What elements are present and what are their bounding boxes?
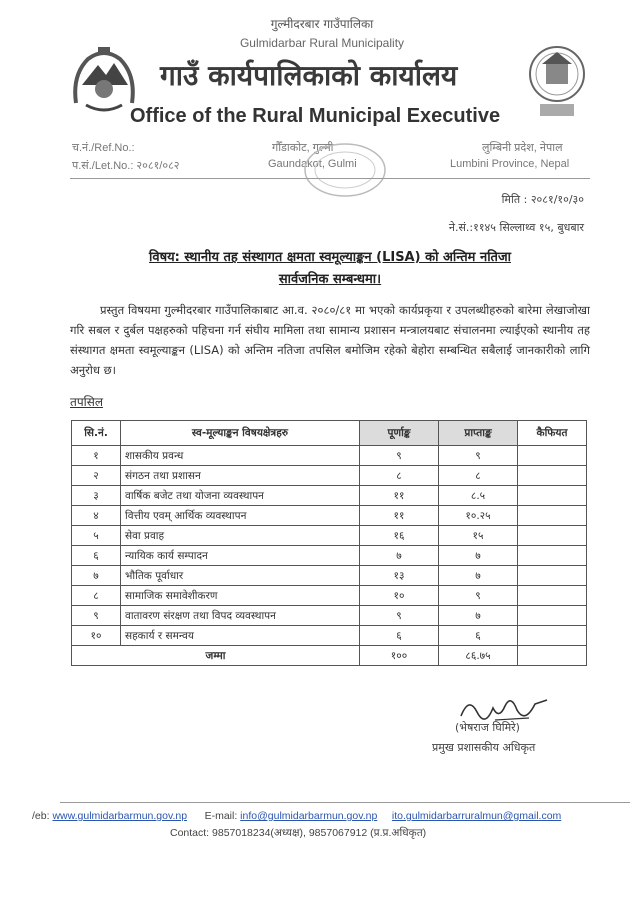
nepal-sambat-date: ने.सं.:११४५ सिल्लाथ्व १५, बुधबार (448, 221, 584, 234)
email-link-info[interactable]: info@gulmidarbarmun.gov.np (240, 810, 378, 822)
cell-full: १६ (360, 526, 439, 546)
cell-serial: २ (72, 466, 121, 486)
cell-remark (518, 446, 587, 466)
total-label: जम्मा (72, 646, 360, 666)
header-full-marks: पूर्णाङ्क (360, 421, 439, 446)
cell-full: ६ (360, 626, 439, 646)
header-divider (70, 178, 590, 179)
letter-number: प.सं./Let.No.: २०८१/०८२ (72, 160, 180, 172)
contact-line: Contact: 9857018234(अध्यक्ष), 9857067912 (प्र.प्र.अधिकृत) (170, 827, 427, 839)
cell-full: ७ (360, 546, 439, 566)
cell-obtained: ७ (439, 606, 518, 626)
email-label: E-mail: (204, 810, 238, 822)
website-link[interactable]: www.gulmidarbarmun.gov.np (52, 810, 188, 822)
cell-remark (518, 566, 587, 586)
cell-remark (518, 606, 587, 626)
ref-number-label: च.नं./Ref.No.: (72, 142, 135, 154)
cell-remark (518, 546, 587, 566)
office-title-nepali: गाउँ कार्यपालिकाको कार्यालय (160, 59, 458, 92)
table-row (72, 446, 587, 466)
cell-serial: ५ (72, 526, 121, 546)
table-row (72, 466, 587, 486)
table-row (72, 586, 587, 606)
cell-area: भौतिक पूर्वाधार (121, 566, 360, 586)
cell-serial: ८ (72, 586, 121, 606)
cell-serial: ६ (72, 546, 121, 566)
table-row (72, 526, 587, 546)
address-english: Gaundakot, Gulmi (268, 158, 357, 170)
cell-full: ८ (360, 466, 439, 486)
cell-obtained: ८.५ (439, 486, 518, 506)
signer-title: प्रमुख प्रशासकीय अधिकृत (432, 741, 536, 754)
cell-area: वातावरण संरक्षण तथा विपद व्यवस्थापन (121, 606, 360, 626)
total-remark (518, 646, 587, 666)
subject-heading (70, 247, 590, 291)
cell-area: सहकार्य र समन्वय (121, 626, 360, 646)
cell-serial: ९ (72, 606, 121, 626)
table-row (72, 546, 587, 566)
cell-full: ९ (360, 446, 439, 466)
header-remarks: कैफियत (518, 421, 587, 446)
office-title-english: Office of the Rural Municipal Executive (130, 105, 501, 127)
cell-remark (518, 526, 587, 546)
header-obtained-marks: प्राप्ताङ्क (439, 421, 518, 446)
cell-serial: ४ (72, 506, 121, 526)
address-nepali: गौँडाकोट, गुल्मी (272, 142, 334, 154)
table-total-row (72, 646, 587, 666)
cell-area: वित्तीय एवम् आर्थिक व्यवस्थापन (121, 506, 360, 526)
province-english: Lumbini Province, Nepal (450, 158, 570, 170)
subject-line-1: विषय: स्थानीय तह संस्थागत क्षमता स्वमूल्याङ्कन (LISA) को अन्तिम नतिजा (149, 250, 511, 265)
cell-obtained: १५ (439, 526, 518, 546)
cell-remark (518, 626, 587, 646)
table-row (72, 486, 587, 506)
table-row (72, 606, 587, 626)
cell-full: ११ (360, 486, 439, 506)
cell-serial: ७ (72, 566, 121, 586)
header-area: स्व-मूल्याङ्कन विषयक्षेत्रहरु (121, 421, 360, 446)
cell-serial: ३ (72, 486, 121, 506)
cell-area: सामाजिक समावेशीकरण (121, 586, 360, 606)
cell-area: सेवा प्रवाह (121, 526, 360, 546)
header-serial: सि.नं. (72, 421, 121, 446)
cell-full: ९ (360, 606, 439, 626)
cell-full: १३ (360, 566, 439, 586)
body-paragraph: प्रस्तुत विषयमा गुल्मीदरबार गाउँपालिकाबाट आ.व. २०८०/८१ मा भएको कार्यप्रकृया र उपलब्धीहरुको बारेमा लेखाजोखा गरि सबल र दुर्बल पक्षहरुको पहिचना गर्न संघीय मामिला तथा सामान्य प्रशासन मन्त्रालयबाट संचालनमा ल्याईएको स्थानीय तह संस्थागत क्षमता स्वमूल्याङ्कन (LISA) को अन्तिम नतिजा तपसिल बमोजिम रहेको बेहोरा सम्बन्धित सबैलाई जानकारीको लागि अनुरोध छ। (70, 303, 590, 377)
footer-divider (60, 802, 630, 803)
cell-remark (518, 486, 587, 506)
province-nepali: लुम्बिनी प्रदेश, नेपाल (482, 142, 563, 154)
cell-area: वार्षिक बजेट तथा योजना व्यवस्थापन (121, 486, 360, 506)
letter-date: मिति : २०८१/१०/३० (501, 193, 584, 206)
cell-serial: १० (72, 626, 121, 646)
cell-obtained: ७ (439, 546, 518, 566)
office-stamp-icon (300, 140, 390, 200)
subject-line-2: सार्वजनिक सम्बन्धमा। (278, 272, 382, 287)
table-row (72, 626, 587, 646)
cell-obtained: ९ (439, 586, 518, 606)
cell-full: ११ (360, 506, 439, 526)
cell-remark (518, 506, 587, 526)
cell-remark (518, 586, 587, 606)
cell-full: १० (360, 586, 439, 606)
total-full: १०० (360, 646, 439, 666)
table-row (72, 506, 587, 526)
cell-obtained: १०.२५ (439, 506, 518, 526)
table-row (72, 566, 587, 586)
cell-area: संगठन तथा प्रशासन (121, 466, 360, 486)
cell-area: शासकीय प्रवन्ध (121, 446, 360, 466)
table-header-row (72, 421, 587, 446)
cell-area: न्यायिक कार्य सम्पादन (121, 546, 360, 566)
email-link-ito[interactable]: ito.gulmidarbarruralmun@gmail.com (391, 810, 562, 822)
cell-serial: १ (72, 446, 121, 466)
cell-remark (518, 466, 587, 486)
cell-obtained: ६ (439, 626, 518, 646)
lisa-results-table (71, 420, 587, 666)
details-label: तपसिल (70, 395, 104, 409)
cell-obtained: ९ (439, 446, 518, 466)
municipality-name-english: Gulmidarbar Rural Municipality (239, 36, 405, 50)
cell-obtained: ७ (439, 566, 518, 586)
municipality-logo-icon (528, 42, 586, 120)
signer-name: (भेषराज घिमिरे) (455, 721, 520, 734)
municipality-name-nepali: गुल्मीदरबार गाउँपालिका (270, 17, 374, 31)
footer-web-email-line (32, 810, 561, 822)
cell-obtained: ८ (439, 466, 518, 486)
web-label: /eb: (32, 810, 50, 822)
total-obtained: ८६.७५ (439, 646, 518, 666)
